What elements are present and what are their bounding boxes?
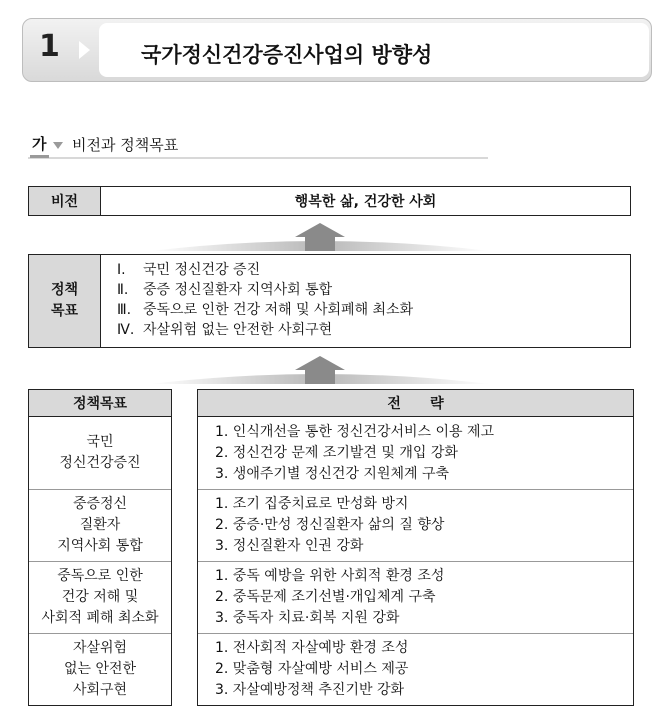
goal-cell bbox=[29, 561, 171, 633]
policy-goal-item bbox=[117, 320, 413, 340]
goals-column-body bbox=[28, 417, 172, 706]
policy-goals-box bbox=[28, 254, 631, 348]
strategy-cell bbox=[198, 417, 633, 489]
strategy-cell bbox=[198, 633, 633, 705]
goals-column-header: 정책목표 bbox=[28, 389, 172, 417]
strategy-item: 3. 정신질환자 인권 강화 bbox=[215, 538, 364, 554]
policy-goal-item bbox=[117, 300, 413, 320]
policy-goal-text: 중증 정신질환자 지역사회 통합 bbox=[143, 282, 333, 298]
up-arrow-icon bbox=[150, 217, 490, 253]
goal-cell bbox=[29, 633, 171, 705]
policy-goal-item bbox=[117, 280, 413, 300]
goal-name-line: 없는 안전한 bbox=[63, 661, 137, 677]
up-arrow-icon bbox=[150, 350, 490, 386]
section-number: 1 bbox=[39, 29, 60, 64]
policy-goal-num: Ⅳ. bbox=[117, 322, 135, 338]
strategy-item: 3. 생애주기별 정신건강 지원체계 구축 bbox=[215, 465, 450, 482]
goals-column bbox=[28, 389, 172, 706]
goal-name-line: 중증정신 bbox=[72, 496, 128, 512]
triangle-down-icon bbox=[53, 142, 63, 149]
strategy-cell bbox=[198, 489, 633, 561]
vision-text: 행복한 삶, 건강한 사회 bbox=[294, 194, 437, 210]
strategy-column-header: 전 략 bbox=[197, 389, 634, 417]
subsection-title: 비전과 정책목표 bbox=[72, 136, 179, 154]
goal-name-line: 지역사회 통합 bbox=[57, 538, 143, 554]
strategy-column-body bbox=[197, 417, 634, 706]
strategy-item: 3. 중독자 치료·회복 지원 강화 bbox=[215, 610, 400, 626]
goal-name-line: 중독으로 인한 bbox=[57, 568, 143, 584]
policy-goal-text: 중독으로 인한 건강 저해 및 사회폐해 최소화 bbox=[143, 302, 414, 318]
subsection-badge: 가 bbox=[30, 133, 49, 158]
policy-goals-label-line: 목표 bbox=[50, 303, 79, 319]
strategy-item: 2. 정신건강 문제 조기발견 및 개입 강화 bbox=[215, 444, 458, 461]
policy-goal-text: 자살위험 없는 안전한 사회구현 bbox=[143, 322, 333, 338]
goal-name-line: 자살위험 bbox=[72, 640, 128, 656]
strategy-item: 2. 맞춤형 자살예방 서비스 제공 bbox=[215, 661, 409, 677]
goal-name-line: 국민 bbox=[86, 434, 114, 450]
goal-name-line: 사회구현 bbox=[72, 682, 128, 698]
vision-row bbox=[28, 186, 631, 216]
chevron-right-icon bbox=[79, 41, 90, 59]
strategy-item: 1. 중독 예방을 위한 사회적 환경 조성 bbox=[215, 568, 445, 584]
policy-goal-item bbox=[117, 260, 413, 280]
policy-goals-label bbox=[29, 255, 101, 347]
goal-name-line: 사회적 폐해 최소화 bbox=[41, 610, 159, 626]
subsection-heading bbox=[28, 133, 488, 159]
policy-goals-label-line: 정책 bbox=[50, 282, 79, 298]
strategy-item: 1. 인식개선을 통한 정신건강서비스 이용 제고 bbox=[215, 423, 495, 440]
goal-cell bbox=[29, 489, 171, 561]
strategy-item: 1. 전사회적 자살예방 환경 조성 bbox=[215, 640, 409, 656]
policy-goal-text: 국민 정신건강 증진 bbox=[143, 262, 261, 278]
vision-label: 비전 bbox=[29, 187, 101, 215]
goal-cell bbox=[29, 417, 171, 489]
goal-name-line: 정신건강증진 bbox=[59, 455, 141, 471]
policy-goal-num: Ⅱ. bbox=[117, 282, 129, 298]
strategy-column bbox=[197, 389, 634, 706]
goal-name-line: 질환자 bbox=[79, 517, 121, 533]
strategy-item: 2. 중독문제 조기선별·개입체계 구축 bbox=[215, 589, 436, 605]
policy-goal-num: Ⅲ. bbox=[117, 302, 132, 318]
strategy-item: 3. 자살예방정책 추진기반 강화 bbox=[215, 682, 404, 698]
strategy-item: 2. 중증·만성 정신질환자 삶의 질 향상 bbox=[215, 517, 445, 533]
goal-name-line: 건강 저해 및 bbox=[61, 589, 139, 605]
policy-goal-num: Ⅰ. bbox=[117, 262, 126, 278]
section-banner bbox=[22, 18, 652, 82]
policy-goals-list bbox=[101, 255, 413, 347]
strategy-item: 1. 조기 집중치료로 만성화 방지 bbox=[215, 496, 409, 512]
strategy-cell bbox=[198, 561, 633, 633]
section-title: 국가정신건강증진사업의 방향성 bbox=[141, 43, 433, 67]
